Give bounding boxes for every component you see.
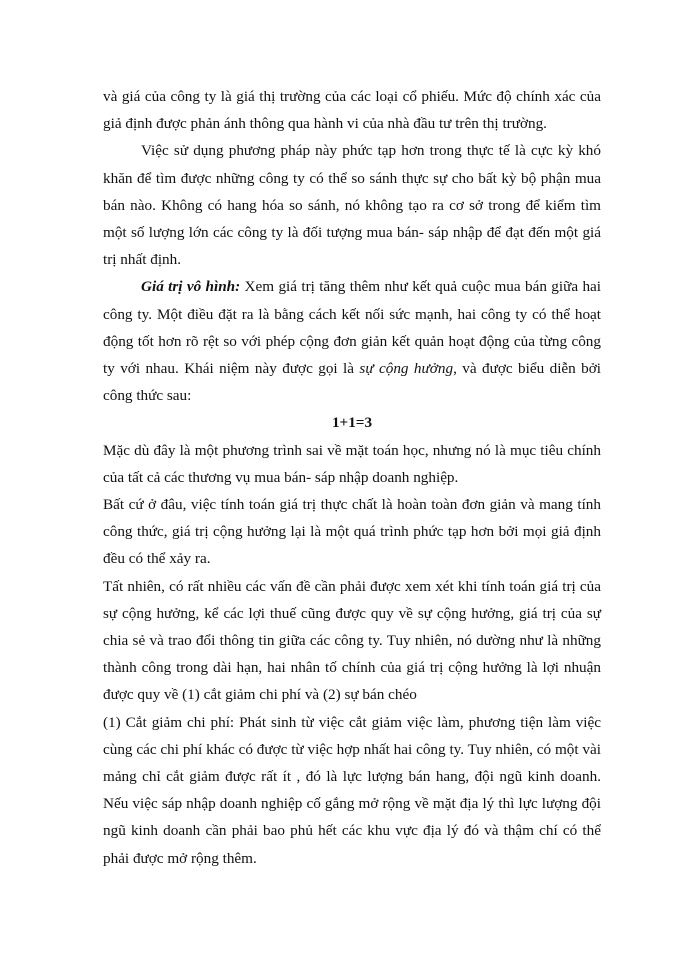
paragraph-math-false: Mặc dù đây là một phương trình sai về mặt toán học, nhưng nó là mục tiêu chính của tất cả các thương vụ mua bán- sáp nhập doanh nghiệp. [103,441,601,486]
paragraph-market-value: và giá của công ty là giá thị trường của các loại cổ phiếu. Mức độ chính xác của giả định được phản ánh thông qua hành vi của nhà đầu tư trên thị trường. [103,88,601,133]
paragraph-valuation: Bất cứ ở đâu, việc tính toán giá trị thực chất là hoàn toàn đơn giản và mang tính công thức, giá trị cộng hưởng lại là một quá trình phức tạp hơn bởi mọi giả định đều có thể xảy ra. [103,496,601,568]
intangible-value-text-a: Xem giá trị tăng thêm như kết quả cuộc mua bán giữa hai công ty. Một điều đặt ra là bằng cách kết nối sức mạnh, hai công ty có thể hoạt động tốt hơn rõ rệt so với phép cộng đơn giản kết quản hoạt động của từng công ty với nhau. Khái niệm này được gọi là [103,278,601,378]
document-page [103,83,601,872]
paragraph-method-difficulty: Việc sử dụng phương pháp này phức tạp hơn trong thực tế là cực kỳ khó khăn để tìm được những công ty có thể so sánh thực sự cho bất kỳ bộ phận mua bán nào. Không có hang hóa so sánh, nó không tạo ra cơ sở trong để kiểm tìm một số lượng lớn các công ty là đối tượng mua bán- sáp nhập để đạt đến một giá trị nhất định. [103,142,601,269]
synergy-term: sự cộng hưởng [359,360,454,378]
synergy-equation: 1+1=3 [331,414,373,432]
intangible-value-term: Giá trị vô hình: [141,278,241,296]
paragraph-cost-cutting: (1) Cắt giảm chi phí: Phát sinh từ việc cắt giảm việc làm, phương tiện làm việc cùng các chi phí khác có được từ việc hợp nhất hai công ty. Tuy nhiên, có một vài mảng chỉ cắt giảm được rất ít , đó là lực lượng bán hang, đội ngũ kinh doanh. Nếu việc sáp nhập doanh nghiệp cố gắng mở rộng về mặt địa lý thì lực lượng đội ngũ kinh doanh cần phải bao phủ hết các khu vực địa lý đó và thậm chí có thể phải được mở rộng thêm. [103,713,601,867]
paragraph-intangible-value [103,273,601,409]
paragraph-synergy-issues: Tất nhiên, có rất nhiều các vấn đề cần phải được xem xét khi tính toán giá trị của sự cộng hưởng, kể các lợi thuế cũng được quy về sự cộng hưởng, giá trị của sự chia sẻ và trao đổi thông tin giữa các công ty. Tuy nhiên, nó dường như là những thành công trong dài hạn, hai nhân tố chính của giá trị cộng hưởng là lợi nhuận được quy về (1) cắt giảm chi phí và (2) sự bán chéo [103,577,601,704]
intangible-value-text-b: , và được biểu diễn bởi công thức sau: [103,360,602,405]
